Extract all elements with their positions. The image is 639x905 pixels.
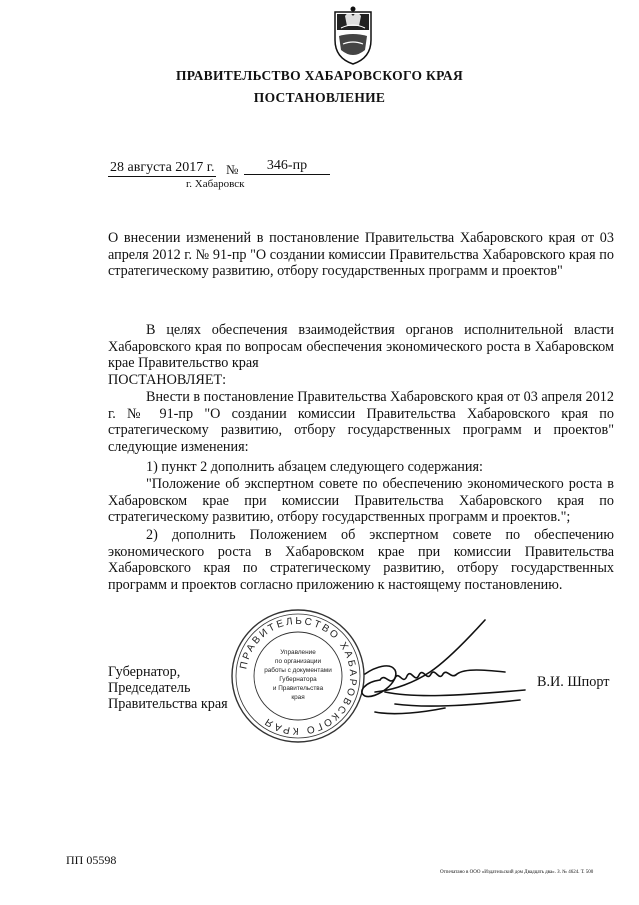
signer-name: В.И. Шпорт (537, 674, 610, 690)
stamp-line-4: Губернатора (279, 676, 317, 683)
document-number: 346-пр (244, 158, 330, 175)
document-subject: О внесении изменений в постановление Правительства Хабаровского края от 03 апреля 2012 г. № 91-пр "О создании комиссии Правительства Хабаровского края по стратегическому развитию, отбору государственных программ и проектов" (108, 230, 614, 279)
document-code: ПП 05598 (66, 853, 117, 867)
stamp-line-2: по организации (274, 658, 322, 665)
body-item-1-quote: "Положение об экспертном совете по обеспечению экономического роста в Хабаровском крае при комиссии Правительства Хабаровского края по стратегическому развитию, отбору государственных программ и проектов."; (108, 476, 614, 525)
date-value: 28 августа 2017 г. (110, 160, 215, 175)
stamp-ring-text: ПРАВИТЕЛЬСТВО ХАБАРОВСКОГО КРАЯ (238, 615, 359, 737)
document-type: ПОСТАНОВЛЕНИЕ (253, 90, 386, 105)
signer-title-line1: Губернатор, Председатель (108, 664, 191, 696)
stamp-line-5: и Правительства (272, 685, 324, 692)
signer-title-line2: Правительства края (108, 696, 228, 712)
stamp-line-6: края (291, 694, 305, 701)
body-resolves: ПОСТАНОВЛЯЕТ: (108, 372, 227, 388)
body-main: Внести в постановление Правительства Хабаровского края от 03 апреля 2012 г. № 91-пр "О создании комиссии Правительства Хабаровского края по стратегическому развитию, отбору государственных программ и проектов" следующие изменения: (108, 389, 614, 455)
body-item-1: 1) пункт 2 дополнить абзацем следующего содержания: (146, 459, 483, 475)
coat-of-arms-icon (329, 6, 377, 66)
body-intro: В целях обеспечения взаимодействия органов исполнительной власти Хабаровского края по вопросам обеспечения экономического роста в Хабаровском крае Правительство края (108, 322, 614, 371)
stamp-line-3: работы с документами (264, 667, 332, 674)
printer-info: Отпечатано в ООО «Издательский дом Двадцать два». З. № 4624. Т. 500 (440, 870, 594, 875)
document-city: г. Хабаровск (186, 178, 245, 190)
organization-title: ПРАВИТЕЛЬСТВО ХАБАРОВСКОГО КРАЯ (176, 68, 463, 83)
stamp-line-1: Управление (280, 649, 316, 656)
document-date (108, 160, 216, 177)
handwritten-signature (335, 612, 535, 732)
number-sign: № (226, 162, 239, 177)
body-item-2: 2) дополнить Положением об экспертном совете по обеспечению экономического роста в Хабаровском крае при комиссии Правительства Хабаровского края по стратегическому развитию, отбору государственных программ и проектов согласно приложению к настоящему постановлению. (108, 527, 614, 593)
